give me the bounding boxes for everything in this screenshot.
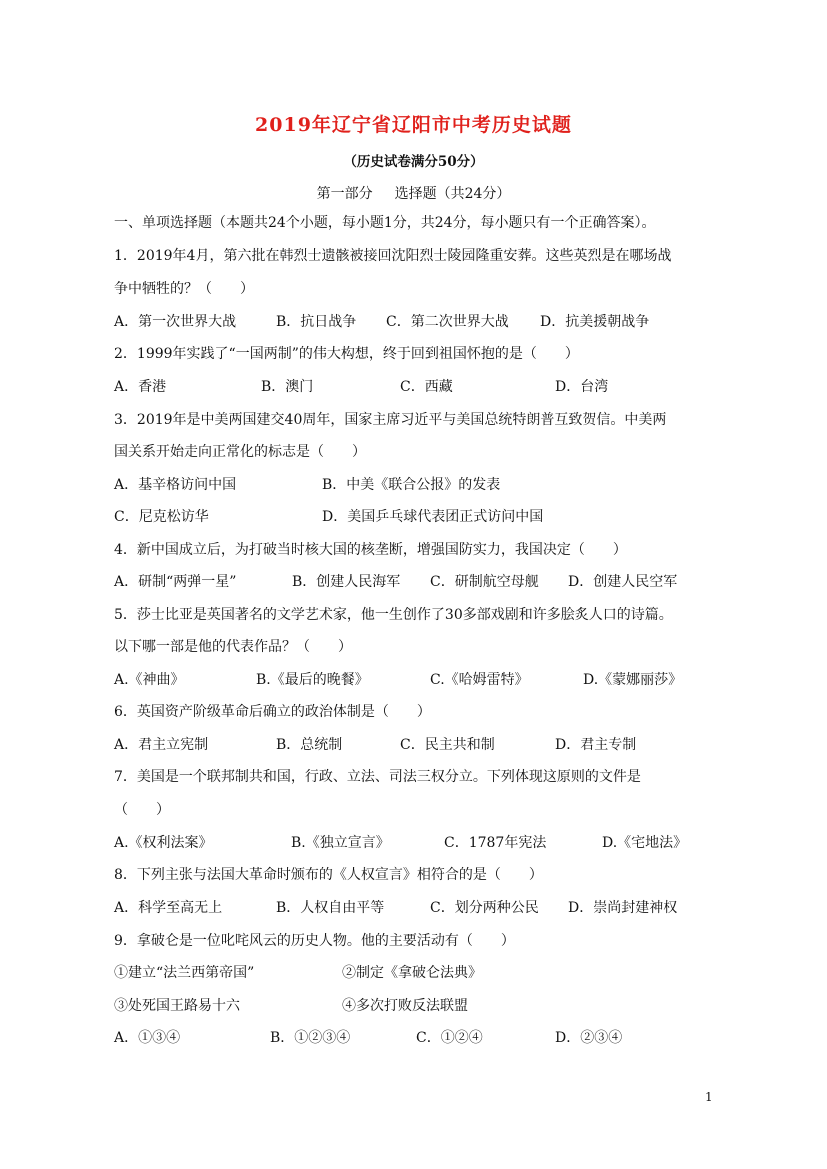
question-4-option-d: D．创建人民空军: [568, 574, 678, 590]
question-5-stem-line-1: 5．莎士比亚是英国著名的文学艺术家，他一生创作了30多部戏剧和许多脍炙人口的诗篇。: [114, 607, 673, 623]
question-9-item-3: ③处死国王路易十六: [114, 998, 240, 1014]
question-4-option-c: C．研制航空母舰: [430, 574, 539, 590]
question-8-option-a: A．科学至高无上: [114, 900, 223, 916]
question-7-option-c: C．1787年宪法: [444, 835, 547, 851]
section-instructions: 一、单项选择题（本题共24个小题，每小题1分，共24分，每小题只有一个正确答案）。: [114, 215, 656, 231]
question-9-option-d: D．②③④: [555, 1030, 623, 1046]
question-2-option-a: A．香港: [114, 379, 167, 395]
question-1-option-c: C．第二次世界大战: [386, 314, 509, 330]
question-2-option-c: C．西藏: [400, 379, 453, 395]
question-8-option-b: B．人权自由平等: [276, 900, 385, 916]
question-8-option-c: C．划分两种公民: [430, 900, 539, 916]
question-6-option-d: D．君主专制: [555, 737, 637, 753]
question-9-item-4: ④多次打败反法联盟: [342, 998, 468, 1014]
question-3-option-b: B．中美《联合公报》的发表: [322, 477, 501, 493]
question-5-option-a: A.《神曲》: [114, 672, 185, 688]
question-8-option-d: D．崇尚封建神权: [568, 900, 678, 916]
question-2-stem: 2．1999年实践了“一国两制”的伟大构想，终于回到祖国怀抱的是（ ）: [114, 346, 579, 362]
question-1-option-d: D．抗美援朝战争: [540, 314, 650, 330]
question-7-stem-line-1: 7．美国是一个联邦制共和国，行政、立法、司法三权分立。下列体现这原则的文件是: [114, 769, 641, 785]
question-3-option-c: C．尼克松访华: [114, 509, 209, 525]
question-5-stem-line-2: 以下哪一部是他的代表作品？（ ）: [114, 639, 352, 655]
question-9-option-b: B．①②③④: [270, 1030, 351, 1046]
part-heading: [0, 183, 827, 203]
question-5-option-c: C.《哈姆雷特》: [430, 672, 529, 688]
question-1-stem-line-1: 1．2019年4月，第六批在韩烈士遗骸被接回沈阳烈士陵园隆重安葬。这些英烈是在哪场战: [114, 248, 672, 264]
question-9-option-c: C．①②④: [416, 1030, 483, 1046]
question-4-stem: 4．新中国成立后，为打破当时核大国的核垄断，增强国防实力，我国决定（ ）: [114, 542, 627, 558]
question-8-stem: 8．下列主张与法国大革命时颁布的《人权宣言》相符合的是（ ）: [114, 867, 543, 883]
question-9-stem: 9．拿破仑是一位叱咤风云的历史人物。他的主要活动有（ ）: [114, 933, 515, 949]
question-4-option-a: A．研制“两弹一星”: [114, 574, 237, 590]
question-9-item-1: ①建立“法兰西第帝国”: [114, 965, 255, 981]
question-7-option-b: B.《独立宣言》: [291, 835, 390, 851]
part-section: 选择题（共24分）: [394, 186, 511, 202]
question-1-stem-line-2: 争中牺牲的？（ ）: [114, 281, 254, 297]
question-9-item-2: ②制定《拿破仑法典》: [342, 965, 482, 981]
question-5-option-d: D.《蒙娜丽莎》: [583, 672, 683, 688]
question-2-option-b: B．澳门: [261, 379, 314, 395]
question-6-option-a: A．君主立宪制: [114, 737, 209, 753]
page-number: 1: [705, 1090, 713, 1104]
question-5-option-b: B.《最后的晚餐》: [256, 672, 369, 688]
question-6-option-b: B．总统制: [276, 737, 343, 753]
question-6-stem: 6．英国资产阶级革命后确立的政治体制是（ ）: [114, 704, 431, 720]
question-3-stem-line-2: 国关系开始走向正常化的标志是（ ）: [114, 444, 366, 460]
question-1-option-b: B．抗日战争: [276, 314, 357, 330]
part-label: 第一部分: [316, 186, 373, 202]
question-7-stem-line-2: （ ）: [114, 802, 170, 818]
question-3-option-a: A．基辛格访问中国: [114, 477, 237, 493]
question-3-stem-line-1: 3．2019年是中美两国建交40周年，国家主席习近平与美国总统特朗普互致贺信。中美两: [114, 412, 667, 428]
page-title: 2019年辽宁省辽阳市中考历史试题: [255, 114, 572, 136]
question-9-option-a: A．①③④: [114, 1030, 181, 1046]
question-2-option-d: D．台湾: [555, 379, 609, 395]
question-1-option-a: A．第一次世界大战: [114, 314, 237, 330]
question-4-option-b: B．创建人民海军: [292, 574, 401, 590]
question-7-option-d: D.《宅地法》: [602, 835, 688, 851]
question-6-option-c: C．民主共和制: [400, 737, 495, 753]
question-3-option-d: D．美国乒乓球代表团正式访问中国: [322, 509, 544, 525]
page-subtitle: （历史试卷满分50分）: [343, 154, 484, 170]
question-7-option-a: A.《权利法案》: [114, 835, 213, 851]
